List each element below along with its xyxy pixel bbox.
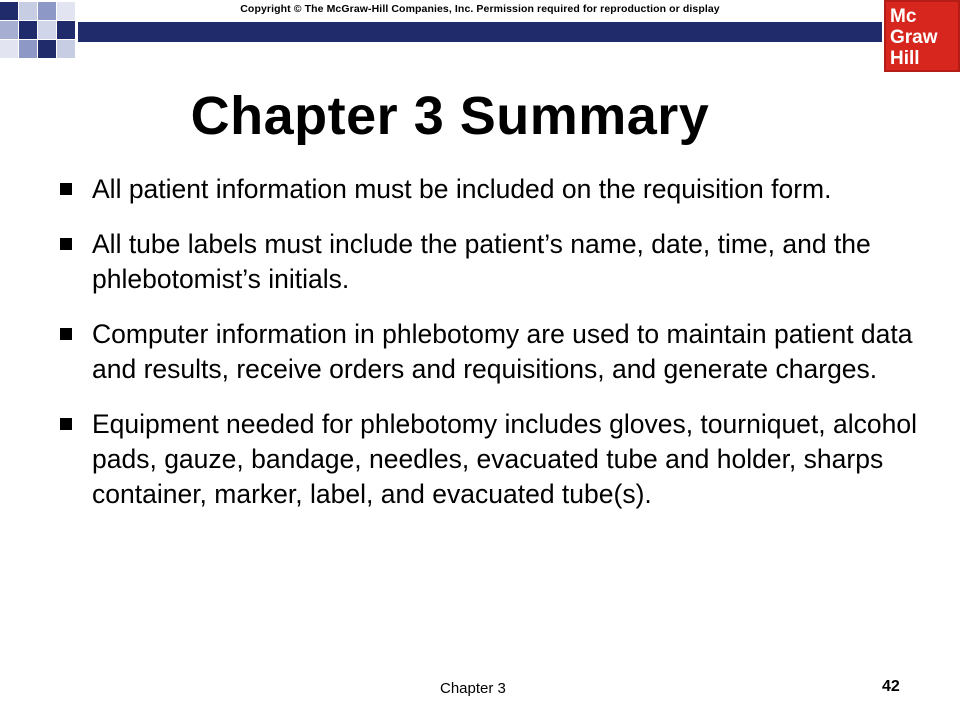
mcgraw-hill-logo <box>884 0 960 72</box>
list-item <box>60 227 930 297</box>
copyright-notice: Copyright © The McGraw-Hill Companies, Inc. Permission required for reproduction or display <box>240 3 720 15</box>
bullet-text: All patient information must be included on the requisition form. <box>92 174 832 204</box>
logo-text-graw: Graw <box>890 27 938 48</box>
header-bar <box>78 22 882 42</box>
page-number: 42 <box>882 678 900 695</box>
logo-text-mc: Mc <box>890 6 917 27</box>
bullet-text: Computer information in phlebotomy are used to maintain patient data and results, receive orders and requisitions, and generate charges. <box>92 319 913 384</box>
slide-title: Chapter 3 Summary <box>190 86 710 146</box>
square-bullet-icon <box>60 238 72 250</box>
list-item <box>60 407 930 512</box>
list-item <box>60 172 930 207</box>
bullet-text: Equipment needed for phlebotomy includes gloves, tourniquet, alcohol pads, gauze, bandage, needles, evacuated tube and holder, sharps container, marker, label, and evacuated tube(s). <box>92 409 917 509</box>
square-bullet-icon <box>60 183 72 195</box>
footer-chapter-label: Chapter 3 <box>440 680 506 697</box>
logo-text-hill: Hill <box>890 48 920 69</box>
square-bullet-icon <box>60 328 72 340</box>
bullet-list <box>60 172 930 532</box>
bullet-text: All tube labels must include the patient’s name, date, time, and the phlebotomist’s initials. <box>92 229 871 294</box>
square-bullet-icon <box>60 418 72 430</box>
list-item <box>60 317 930 387</box>
